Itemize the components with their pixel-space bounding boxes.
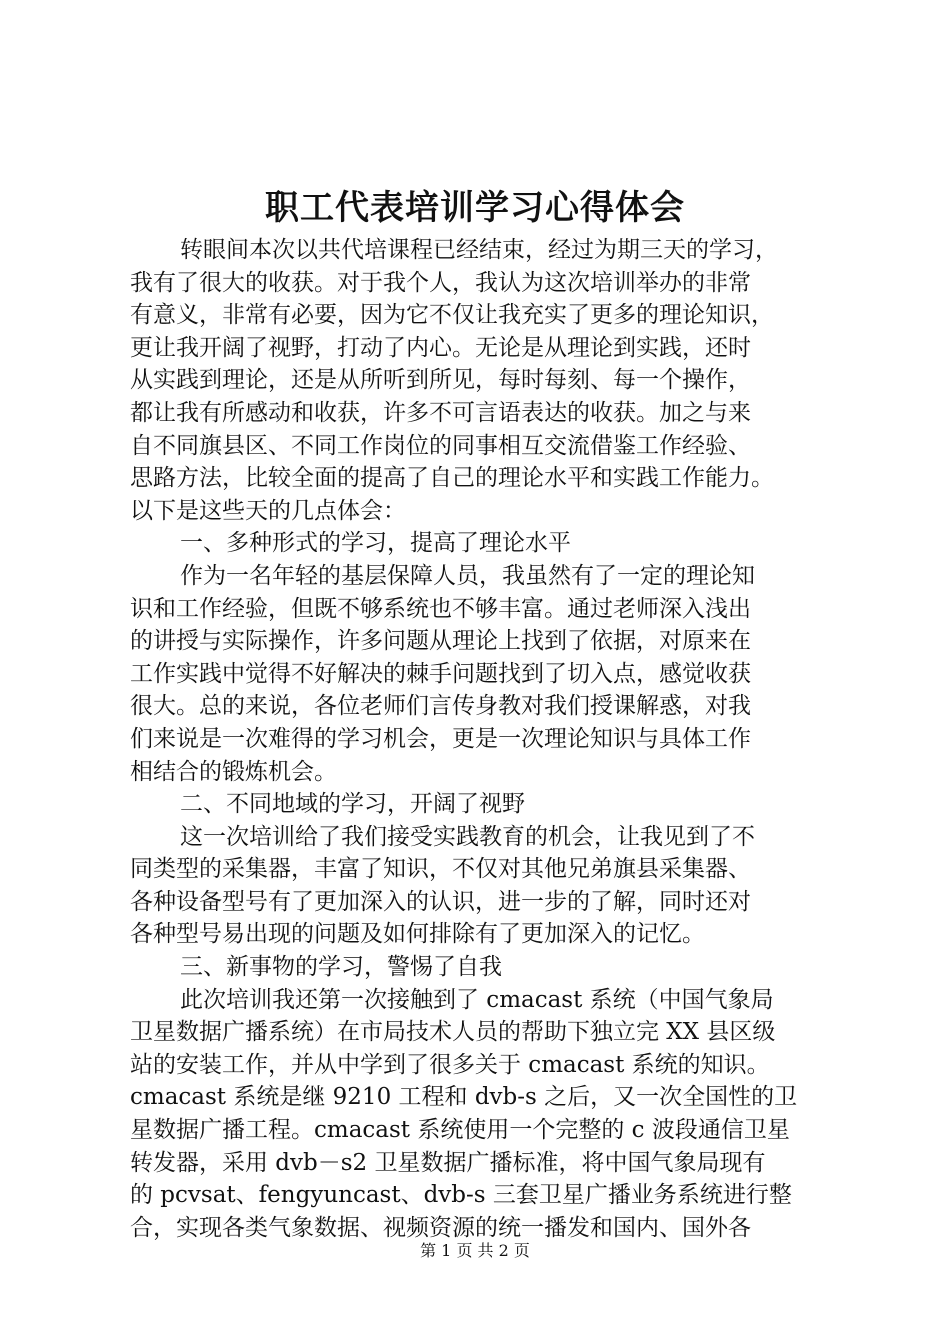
text-line: 我有了很大的收获。对于我个人，我认为这次培训举办的非常 <box>130 269 751 296</box>
text-line: 此次培训我还第一次接触到了 cmacast 系统（中国气象局 <box>180 986 774 1013</box>
text-line: 很大。总的来说，各位老师们言传身教对我们授课解惑，对我 <box>130 693 751 720</box>
text-line: 都让我有所感动和收获，许多不可言语表达的收获。加之与来 <box>130 399 751 426</box>
text-line: 转眼间本次以共代培课程已经结束，经过为期三天的学习， <box>180 237 778 263</box>
text-line: 思路方法，比较全面的提高了自己的理论水平和实践工作能力。 <box>130 465 774 492</box>
text-line: 们来说是一次难得的学习机会，更是一次理论知识与具体工作 <box>130 725 751 752</box>
text-line: 二、不同地域的学习，开阔了视野 <box>180 791 525 818</box>
text-line: 转发器，采用 dvb－s2 卫星数据广播标准，将中国气象局现有 <box>130 1149 766 1176</box>
text-line: 从实践到理论，还是从所听到所见，每时每刻、每一个操作， <box>130 367 751 394</box>
text-line: 合，实现各类气象数据、视频资源的统一播发和国内、国外各 <box>130 1214 751 1241</box>
text-line: 的讲授与实际操作，许多问题从理论上找到了依据，对原来在 <box>130 628 751 655</box>
text-line: 自不同旗县区、不同工作岗位的同事相互交流借鉴工作经验、 <box>130 432 751 459</box>
text-line: 更让我开阔了视野，打动了内心。无论是从理论到实践，还时 <box>130 334 751 361</box>
text-line: 相结合的锻炼机会。 <box>130 758 337 785</box>
text-line: 站的安装工作，并从中学到了很多关于 cmacast 系统的知识。 <box>130 1051 770 1078</box>
text-line: 一、多种形式的学习，提高了理论水平 <box>180 530 571 557</box>
document-body <box>130 234 850 1244</box>
text-line: 星数据广播工程。cmacast 系统使用一个完整的 c 波段通信卫星 <box>130 1117 790 1144</box>
text-line: 作为一名年轻的基层保障人员，我虽然有了一定的理论知 <box>180 562 755 589</box>
document-title: 职工代表培训学习心得体会 <box>265 188 685 228</box>
text-line: 的 pcvsat、fengyuncast、dvb-s 三套卫星广播业务系统进行整 <box>130 1182 792 1209</box>
text-line: 识和工作经验，但既不够系统也不够丰富。通过老师深入浅出 <box>130 595 751 622</box>
text-line: 同类型的采集器，丰富了知识，不仅对其他兄弟旗县采集器、 <box>130 856 751 883</box>
text-line: 卫星数据广播系统）在市局技术人员的帮助下独立完 XX 县区级 <box>130 1019 776 1046</box>
page-footer: 第 1 页 共 2 页 <box>420 1241 530 1260</box>
text-line: 三、新事物的学习，警惕了自我 <box>180 954 502 981</box>
text-line: 各种型号易出现的问题及如何排除有了更加深入的记忆。 <box>130 921 705 948</box>
text-line: cmacast 系统是继 9210 工程和 dvb-s 之后，又一次全国性的卫 <box>130 1084 798 1111</box>
text-line: 以下是这些天的几点体会： <box>130 497 406 524</box>
text-line: 各种设备型号有了更加深入的认识，进一步的了解，同时还对 <box>130 888 751 915</box>
text-line: 工作实践中觉得不好解决的棘手问题找到了切入点，感觉收获 <box>130 660 751 687</box>
text-line: 这一次培训给了我们接受实践教育的机会，让我见到了不 <box>180 823 755 850</box>
text-line: 有意义，非常有必要，因为它不仅让我充实了更多的理论知识， <box>130 302 774 329</box>
